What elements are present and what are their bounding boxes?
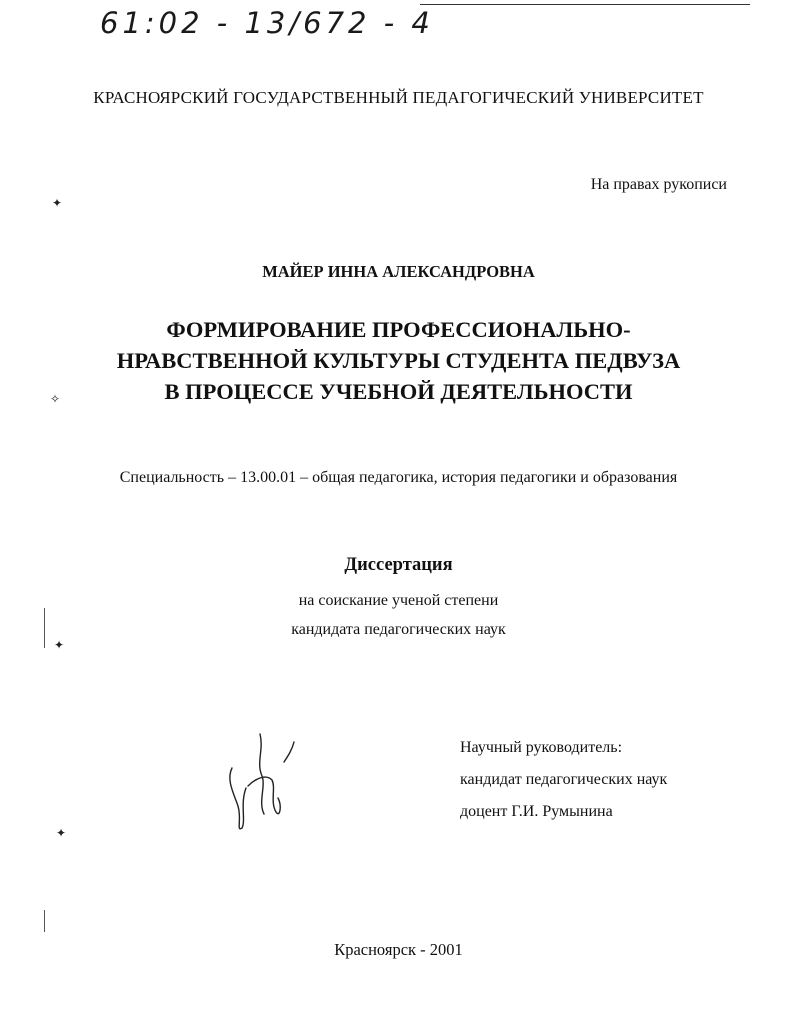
city-and-year: Красноярск - 2001 (334, 940, 463, 959)
dissertation-title (0, 314, 797, 407)
scan-edge-line (44, 910, 45, 932)
degree-description (0, 586, 797, 644)
supervisor-degree: кандидат педагогических наук (460, 771, 668, 788)
specialty-line: Специальность – 13.00.01 – общая педагогика, история педагогики и образования (119, 469, 678, 486)
manuscript-rights-note: На правах рукописи (590, 176, 727, 193)
supervisor-name: доцент Г.И. Румынина (460, 803, 613, 820)
title-line-1: ФОРМИРОВАНИЕ ПРОФЕССИОНАЛЬНО- (166, 317, 631, 342)
scan-edge-line (44, 608, 45, 648)
title-line-3: В ПРОЦЕССЕ УЧЕБНОЙ ДЕЯТЕЛЬНОСТИ (164, 379, 633, 404)
handwritten-signature (222, 728, 302, 838)
handwritten-archive-number: 61:02 - 13/672 - 4 (100, 6, 434, 40)
degree-line-2: кандидата педагогических наук (291, 621, 506, 638)
author-name: МАЙЕР ИННА АЛЕКСАНДРОВНА (262, 262, 535, 281)
dissertation-label: Диссертация (344, 555, 453, 575)
scan-edge-line (420, 4, 750, 5)
scan-mark-icon: ✧ (50, 392, 61, 406)
university-name: КРАСНОЯРСКИЙ ГОСУДАРСТВЕННЫЙ ПЕДАГОГИЧЕСКИЙ УНИВЕРСИТЕТ (93, 88, 704, 107)
supervisor-heading: Научный руководитель: (460, 739, 623, 756)
supervisor-block (460, 732, 667, 828)
degree-line-1: на соискание ученой степени (298, 592, 499, 609)
scan-mark-icon: ✦ (52, 196, 63, 210)
scan-mark-icon: ✦ (54, 638, 65, 652)
title-line-2: НРАВСТВЕННОЙ КУЛЬТУРЫ СТУДЕНТА ПЕДВУЗА (116, 348, 681, 373)
scan-mark-icon: ✦ (56, 826, 67, 840)
